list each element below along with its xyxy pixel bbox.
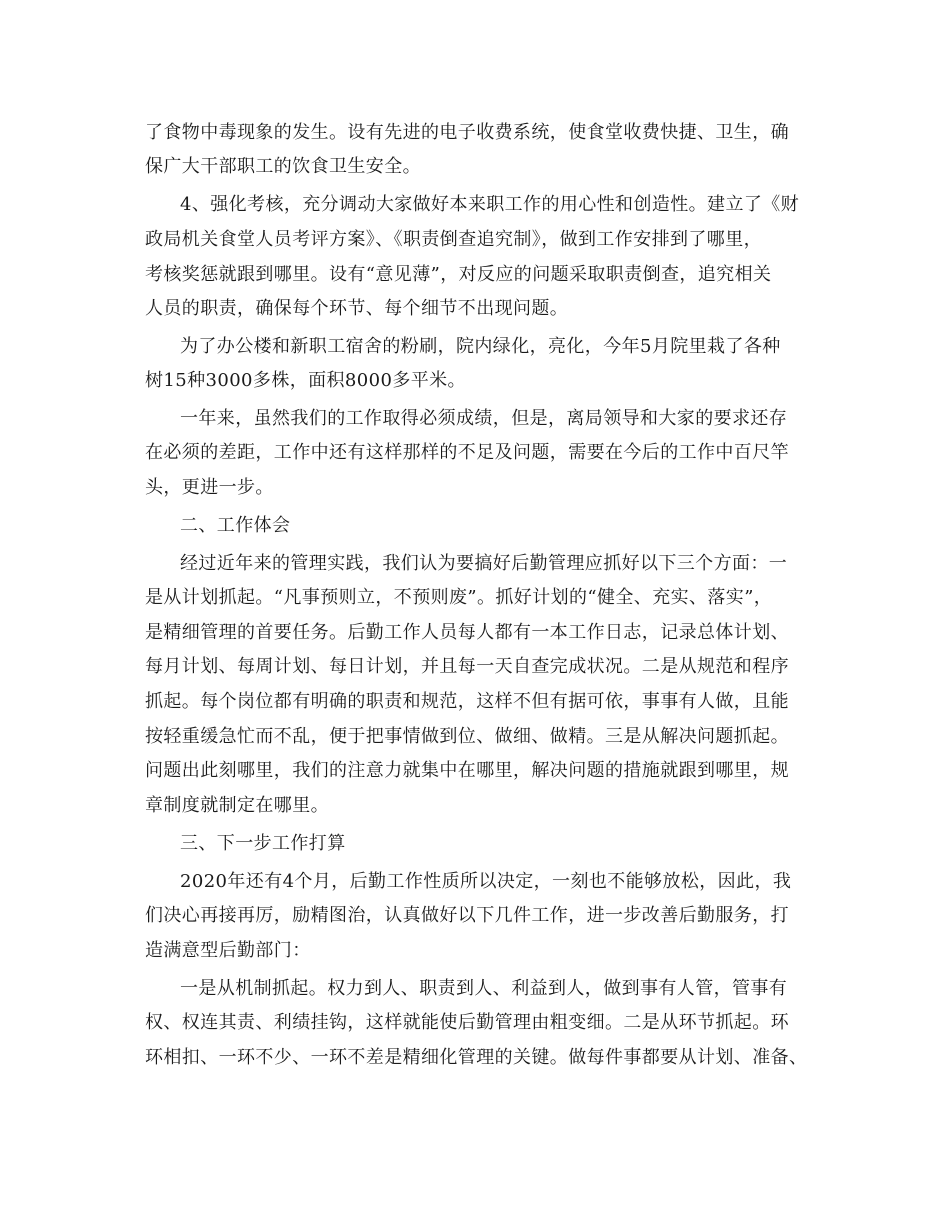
text-line: 一年来，虽然我们的工作取得必须成绩，但是，离局领导和大家的要求还存 bbox=[180, 408, 788, 429]
text-line: 考核奖惩就跟到哪里。设有“意见薄”，对反应的问题采取职责倒查，追究相关 bbox=[145, 264, 772, 285]
text-line: 经过近年来的管理实践，我们认为要搞好后勤管理应抓好以下三个方面：一 bbox=[180, 553, 788, 574]
text-line: 权、权连其责、利绩挂钩，这样就能使后勤管理由粗变细。二是从环节抓起。环 bbox=[145, 1012, 789, 1033]
text-line: 一是从机制抓起。权力到人、职责到人、利益到人，做到事有人管，管事有 bbox=[180, 978, 788, 999]
section-heading: 二、工作体会 bbox=[180, 515, 291, 536]
text-line: 是精细管理的首要任务。后勤工作人员每人都有一本工作日志，记录总体计划、 bbox=[145, 622, 789, 643]
text-line: 章制度就制定在哪里。 bbox=[145, 795, 329, 816]
text-line: 保广大干部职工的饮食卫生安全。 bbox=[145, 156, 421, 177]
text-line: 在必须的差距，工作中还有这样那样的不足及问题，需要在今后的工作中百尺竿 bbox=[145, 442, 789, 463]
text-line: 了食物中毒现象的发生。设有先进的电子收费系统，使食堂收费快捷、卫生，确 bbox=[145, 122, 789, 143]
text-line: 为了办公楼和新职工宿舍的粉刷，院内绿化，亮化，今年5月院里栽了各种 bbox=[180, 336, 781, 357]
text-line: 头，更进一步。 bbox=[145, 477, 274, 498]
text-line: 政局机关食堂人员考评方案》、《职责倒查追究制》，做到工作安排到了哪里， bbox=[145, 229, 762, 250]
text-line: 按轻重缓急忙而不乱，便于把事情做到位、做细、做精。三是从解决问题抓起。 bbox=[145, 726, 789, 747]
text-line: 环相扣、一环不少、一环不差是精细化管理的关键。做每件事都要从计划、准备、 bbox=[145, 1047, 808, 1068]
text-line: 每月计划、每周计划、每日计划，并且每一天自查完成状况。二是从规范和程序 bbox=[145, 656, 789, 677]
section-heading: 三、下一步工作打算 bbox=[180, 833, 346, 854]
text-line: 2020年还有4个月，后勤工作性质所以决定，一刻也不能够放松，因此，我 bbox=[180, 871, 792, 892]
text-line: 是从计划抓起。“凡事预则立，不预则废”。抓好计划的“健全、充实、落实”， bbox=[145, 587, 773, 608]
text-line: 4、强化考核，充分调动大家做好本来职工作的用心性和创造性。建立了《财 bbox=[180, 194, 800, 215]
text-line: 问题出此刻哪里，我们的注意力就集中在哪里，解决问题的措施就跟到哪里，规 bbox=[145, 760, 789, 781]
text-line: 们决心再接再厉，励精图治，认真做好以下几件工作，进一步改善后勤服务，打 bbox=[145, 905, 789, 926]
text-line: 抓起。每个岗位都有明确的职责和规范，这样不但有据可依，事事有人做，且能 bbox=[145, 691, 789, 712]
text-line: 树15种3000多株，面积8000多平米。 bbox=[145, 370, 466, 391]
text-line: 造满意型后勤部门： bbox=[145, 940, 311, 961]
text-line: 人员的职责，确保每个环节、每个细节不出现问题。 bbox=[145, 298, 569, 319]
